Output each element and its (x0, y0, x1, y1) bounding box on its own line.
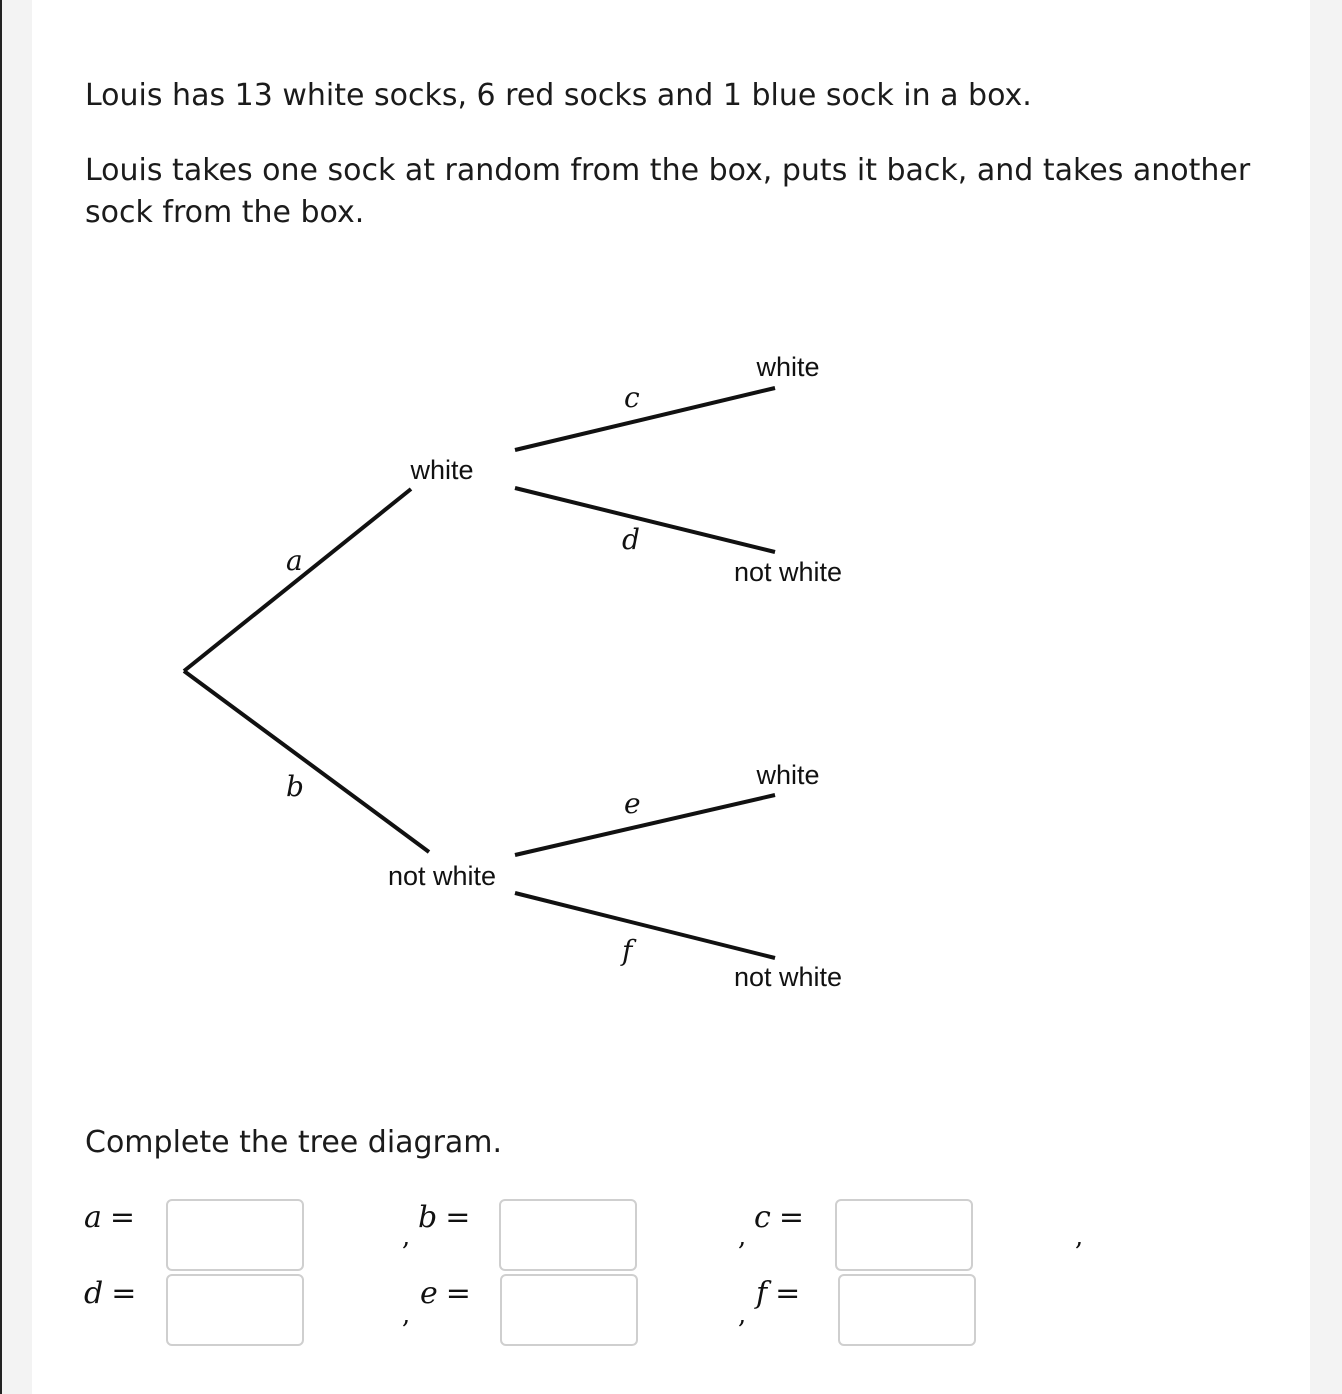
answer-c-var: c (754, 1200, 771, 1235)
separator-comma: , (402, 1300, 411, 1330)
answer-c-input[interactable] (835, 1199, 973, 1271)
label-first-white: white (410, 455, 474, 485)
branch-f (515, 893, 775, 958)
question-line-1: Louis has 13 white socks, 6 red socks and 1 blue sock in a box. (85, 78, 1032, 113)
var-d-label: d (622, 523, 640, 556)
answer-d-var: d (84, 1276, 104, 1311)
separator-comma: , (1075, 1222, 1084, 1252)
label-second-bottom-white: white (756, 760, 820, 790)
var-e-label: e (624, 787, 641, 820)
instruction-text: Complete the tree diagram. (85, 1125, 503, 1160)
answer-a-input[interactable] (166, 1199, 304, 1271)
question-line-2a: Louis takes one sock at random from the box, puts it back, and takes another (85, 153, 1251, 188)
branch-c (515, 388, 775, 450)
answer-e-input[interactable] (500, 1274, 638, 1346)
separator-comma: , (402, 1222, 411, 1252)
answer-e-label (420, 1276, 471, 1311)
answer-f-input[interactable] (838, 1274, 976, 1346)
branch-d (515, 488, 775, 552)
answer-d-input[interactable] (166, 1274, 304, 1346)
separator-comma: , (738, 1300, 747, 1330)
label-first-not-white: not white (387, 861, 497, 891)
var-c-label: c (624, 381, 640, 414)
branch-b (184, 671, 429, 852)
answer-f-eq: = (775, 1276, 801, 1311)
question-line-2b: sock from the box. (85, 195, 365, 230)
answer-a-eq: = (109, 1200, 136, 1235)
answer-e-var: e (420, 1276, 438, 1311)
answer-d-label (84, 1276, 136, 1311)
label-second-top-not-white: not white (733, 557, 843, 587)
answer-c-eq: = (778, 1200, 804, 1235)
label-second-bottom-not-white: not white (733, 962, 843, 992)
answer-d-eq: = (111, 1276, 137, 1311)
answer-f-var: f (756, 1276, 768, 1311)
var-b-label: b (286, 770, 304, 803)
answer-b-input[interactable] (499, 1199, 637, 1271)
question-card (32, 0, 1310, 1394)
answer-e-eq: = (445, 1276, 471, 1311)
window-edge (0, 0, 2, 1394)
answer-a-var: a (84, 1200, 102, 1235)
answer-c-label (754, 1200, 804, 1235)
branch-e (515, 795, 775, 855)
label-second-top-white: white (756, 352, 820, 382)
tree-diagram (32, 0, 1310, 1060)
branch-a (184, 489, 411, 671)
answer-a-label (84, 1200, 135, 1235)
separator-comma: , (738, 1222, 747, 1252)
var-f-label: f (622, 934, 633, 967)
answer-b-var: b (418, 1200, 438, 1235)
answer-b-label (418, 1200, 470, 1235)
var-a-label: a (286, 544, 303, 577)
answer-b-eq: = (445, 1200, 471, 1235)
answer-f-label (756, 1276, 800, 1311)
